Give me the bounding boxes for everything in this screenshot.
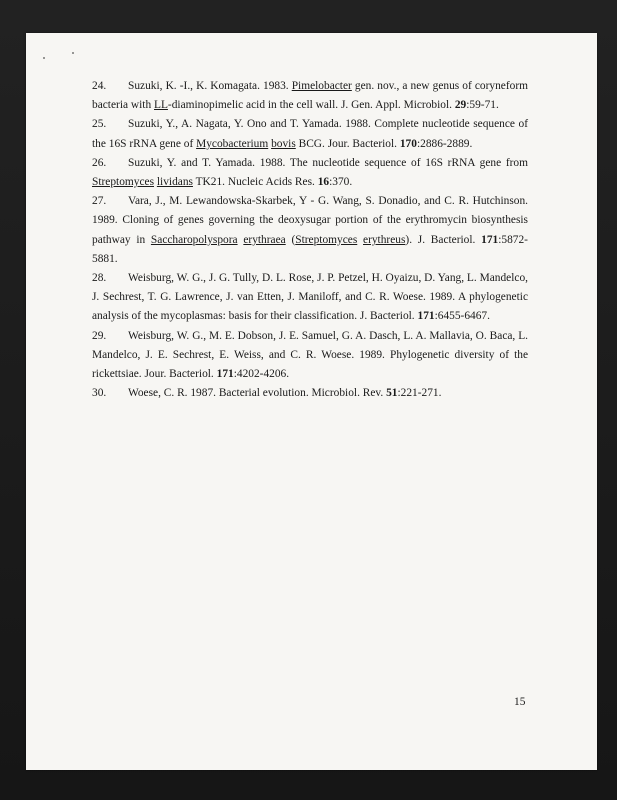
text-segment: ). J. Bacteriol. bbox=[405, 233, 482, 246]
reference-item bbox=[92, 384, 528, 403]
reference-item bbox=[92, 115, 528, 153]
reference-text bbox=[92, 157, 528, 188]
text-segment: Suzuki, K. -I., K. Komagata. 1983. bbox=[128, 80, 292, 92]
text-segment: TK21. Nucleic Acids Res. bbox=[192, 176, 318, 189]
taxon-name: Mycobacterium bbox=[196, 137, 269, 150]
reference-text bbox=[128, 387, 441, 399]
text-segment: Weisburg, W. G., J. G. Tully, D. L. Rose, J. P. Petzel, H. Oyaizu, D. Yang, L. Mandelco, J. Sechrest, T. G. Lawrence, J. van Etten, J. Maniloff, and C. R. Woese. 1989. A phylogenetic analysis of the mycoplasmas: basis for their classification. J. Bacteriol. bbox=[92, 272, 528, 323]
taxon-name: Streptomyces bbox=[92, 176, 155, 189]
page-number: 15 bbox=[514, 696, 526, 708]
text-segment: Woese, C. R. 1987. Bacterial evolution. Microbiol. Rev. bbox=[128, 387, 387, 400]
reference-text bbox=[92, 330, 528, 380]
reference-number: 26. bbox=[92, 156, 107, 169]
reference-number: 28. bbox=[92, 272, 107, 285]
text-segment: :370. bbox=[329, 176, 353, 189]
reference-item bbox=[92, 269, 528, 327]
volume-number: 171 bbox=[216, 368, 234, 381]
text-segment: gen. nov., a new genus of coryneform bacteria with bbox=[92, 80, 528, 112]
volume-number: 29 bbox=[454, 99, 467, 112]
volume-number: 16 bbox=[317, 176, 330, 189]
volume-number: 170 bbox=[399, 137, 417, 150]
text-segment: Suzuki, Y. and T. Yamada. 1988. The nucleotide sequence of 16S rRNA gene from bbox=[128, 156, 528, 169]
text-segment: :221-271. bbox=[397, 387, 442, 400]
text-segment: Weisburg, W. G., M. E. Dobson, J. E. Samuel, G. A. Dasch, L. A. Mallavia, O. Baca, L. Mandelco, J. E. Sechrest, E. Weiss, and C. R. Woese. 1989. Phylogenetic diversity of the rickettsiae. Jour. Bacteriol. bbox=[92, 329, 528, 381]
text-segment: BCG. Jour. Bacteriol. bbox=[295, 137, 400, 150]
taxon-name: erythreus bbox=[363, 233, 406, 246]
text-segment: :5872-5881. bbox=[92, 233, 528, 265]
reference-text bbox=[92, 272, 528, 322]
volume-number: 171 bbox=[417, 310, 435, 323]
text-segment: ( bbox=[285, 233, 296, 246]
reference-item bbox=[92, 154, 528, 192]
text-segment: Suzuki, Y., A. Nagata, Y. Ono and T. Yamada. 1988. Complete nucleotide sequence of the 16S rRNA gene of bbox=[92, 118, 528, 150]
taxon-name: LL bbox=[154, 99, 168, 112]
taxon-name: erythraea bbox=[243, 233, 286, 246]
text-segment: :4202-4206. bbox=[233, 368, 290, 381]
reference-item bbox=[92, 192, 528, 269]
text-segment: :59-71. bbox=[466, 99, 499, 112]
taxon-name: bovis bbox=[271, 137, 296, 150]
scan-speck bbox=[72, 52, 74, 54]
reference-number: 30. bbox=[92, 387, 107, 400]
reference-item bbox=[92, 77, 528, 115]
text-segment: Vara, J., M. Lewandowska-Skarbek, Y - G. Wang, S. Donadio, and C. R. Hutchinson. 1989. Cloning of genes governing the deoxysugar portion of the erythromycin biosynthesis pathway in bbox=[92, 195, 528, 246]
reference-item bbox=[92, 327, 528, 385]
text-segment: -diaminopimelic acid in the cell wall. J. Gen. Appl. Microbiol. bbox=[167, 99, 455, 112]
volume-number: 171 bbox=[481, 233, 499, 246]
reference-list bbox=[92, 77, 528, 403]
scan-speck bbox=[43, 57, 45, 59]
reference-number: 25. bbox=[92, 118, 107, 131]
taxon-name: Saccharopolyspora bbox=[150, 233, 238, 246]
taxon-name: Streptomyces bbox=[295, 233, 358, 246]
taxon-name: Pimelobacter bbox=[291, 80, 352, 92]
reference-number: 27. bbox=[92, 195, 107, 208]
volume-number: 51 bbox=[386, 387, 398, 400]
reference-text bbox=[92, 80, 528, 111]
reference-text bbox=[92, 118, 528, 149]
taxon-name: lividans bbox=[156, 176, 193, 189]
text-segment: :2886-2889. bbox=[416, 137, 473, 150]
text-segment: :6455-6467. bbox=[434, 310, 490, 323]
reference-number: 24. bbox=[92, 80, 107, 92]
reference-number: 29. bbox=[92, 329, 107, 342]
reference-text bbox=[92, 195, 528, 265]
